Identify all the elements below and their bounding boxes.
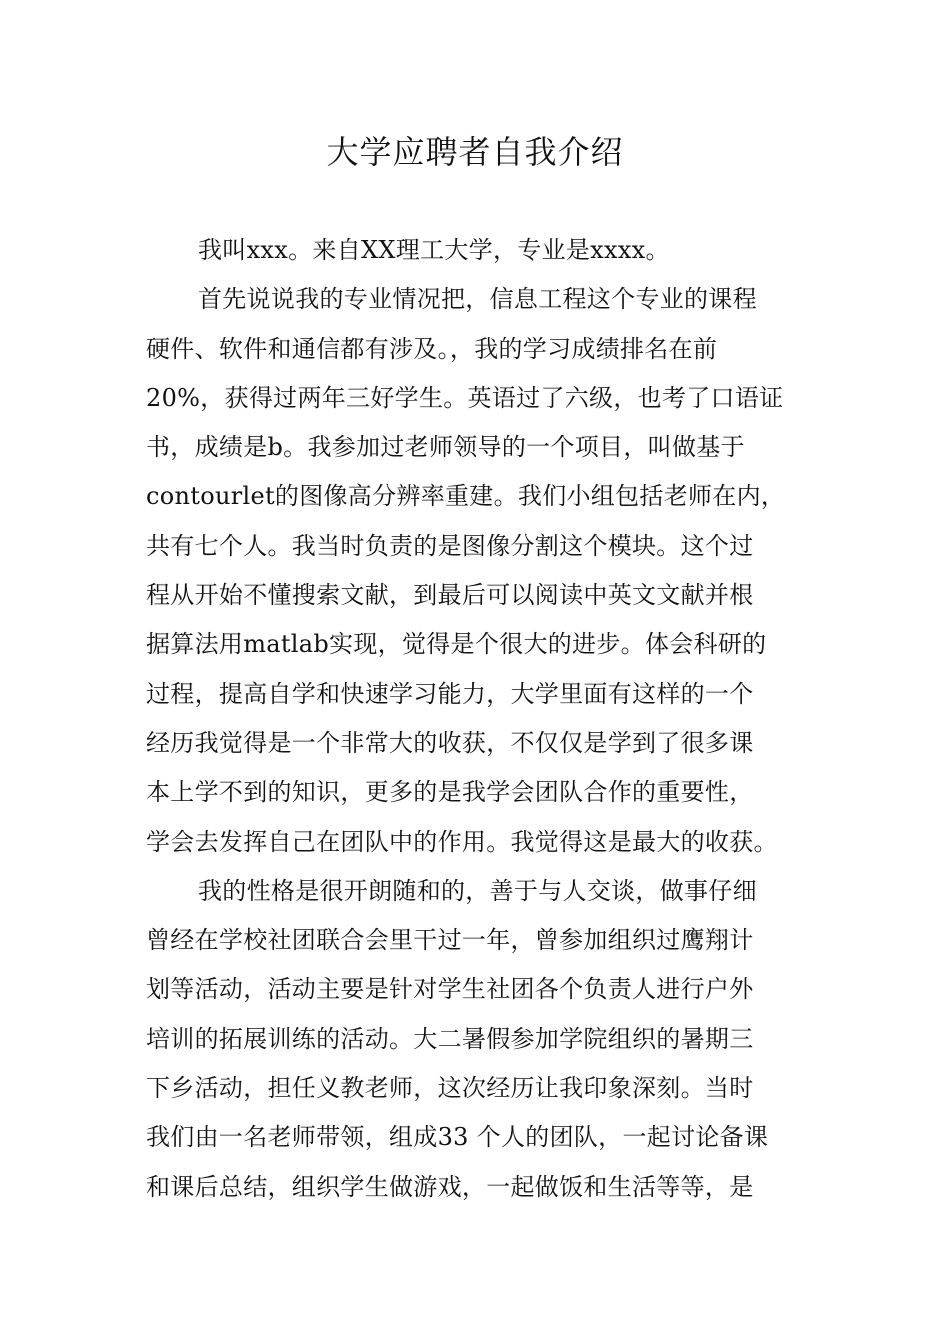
text-line: 硬件、软件和通信都有涉及。，我的学习成绩排名在前 (146, 334, 718, 363)
text-line: 我的性格是很开朗随和的，善于与人交谈，做事仔细 (198, 876, 757, 905)
text-line: 下乡活动，担任义教老师，这次经历让我印象深刻。当时 (146, 1074, 754, 1103)
text-line: contourlet的图像高分辨率重建。我们小组包括老师在内， (146, 482, 786, 511)
text-line: 培训的拓展训练的活动。大二暑假参加学院组织的暑期三 (146, 1024, 754, 1053)
text-line: 书，成绩是b。我参加过老师领导的一个项目，叫做基于 (146, 433, 745, 462)
text-line: 曾经在学校社团联合会里干过一年，曾参加组织过鹰翔计 (146, 926, 754, 955)
text-line: 据算法用matlab实现，觉得是个很大的进步。体会科研的 (146, 630, 767, 659)
document-body (146, 226, 836, 1212)
text-line: 划等活动，活动主要是针对学生社团各个负责人进行户外 (146, 975, 754, 1004)
text-line: 我们由一名老师带领，组成33 个人的团队，一起讨论备课 (146, 1123, 769, 1152)
text-line: 我叫xxx。来自XX理工大学，专业是xxxx。 (198, 236, 670, 264)
document-title: 大学应聘者自我介绍 (326, 133, 624, 171)
text-line: 20%，获得过两年三好学生。英语过了六级，也考了口语证 (146, 383, 784, 412)
text-line: 本上学不到的知识，更多的是我学会团队合作的重要性， (146, 778, 754, 807)
text-line: 经历我觉得是一个非常大的收获，不仅仅是学到了很多课 (146, 728, 754, 757)
text-line: 首先说说我的专业情况把，信息工程这个专业的课程 (198, 285, 757, 314)
text-line: 和课后总结，组织学生做游戏，一起做饭和生活等等，是 (146, 1172, 754, 1201)
text-line: 学会去发挥自己在团队中的作用。我觉得这是最大的收获。 (146, 827, 778, 856)
text-line: 共有七个人。我当时负责的是图像分割这个模块。这个过 (146, 531, 754, 560)
text-line: 程从开始不懂搜索文献，到最后可以阅读中英文文献并根 (146, 581, 754, 610)
text-line: 过程，提高自学和快速学习能力，大学里面有这样的一个 (146, 679, 754, 708)
